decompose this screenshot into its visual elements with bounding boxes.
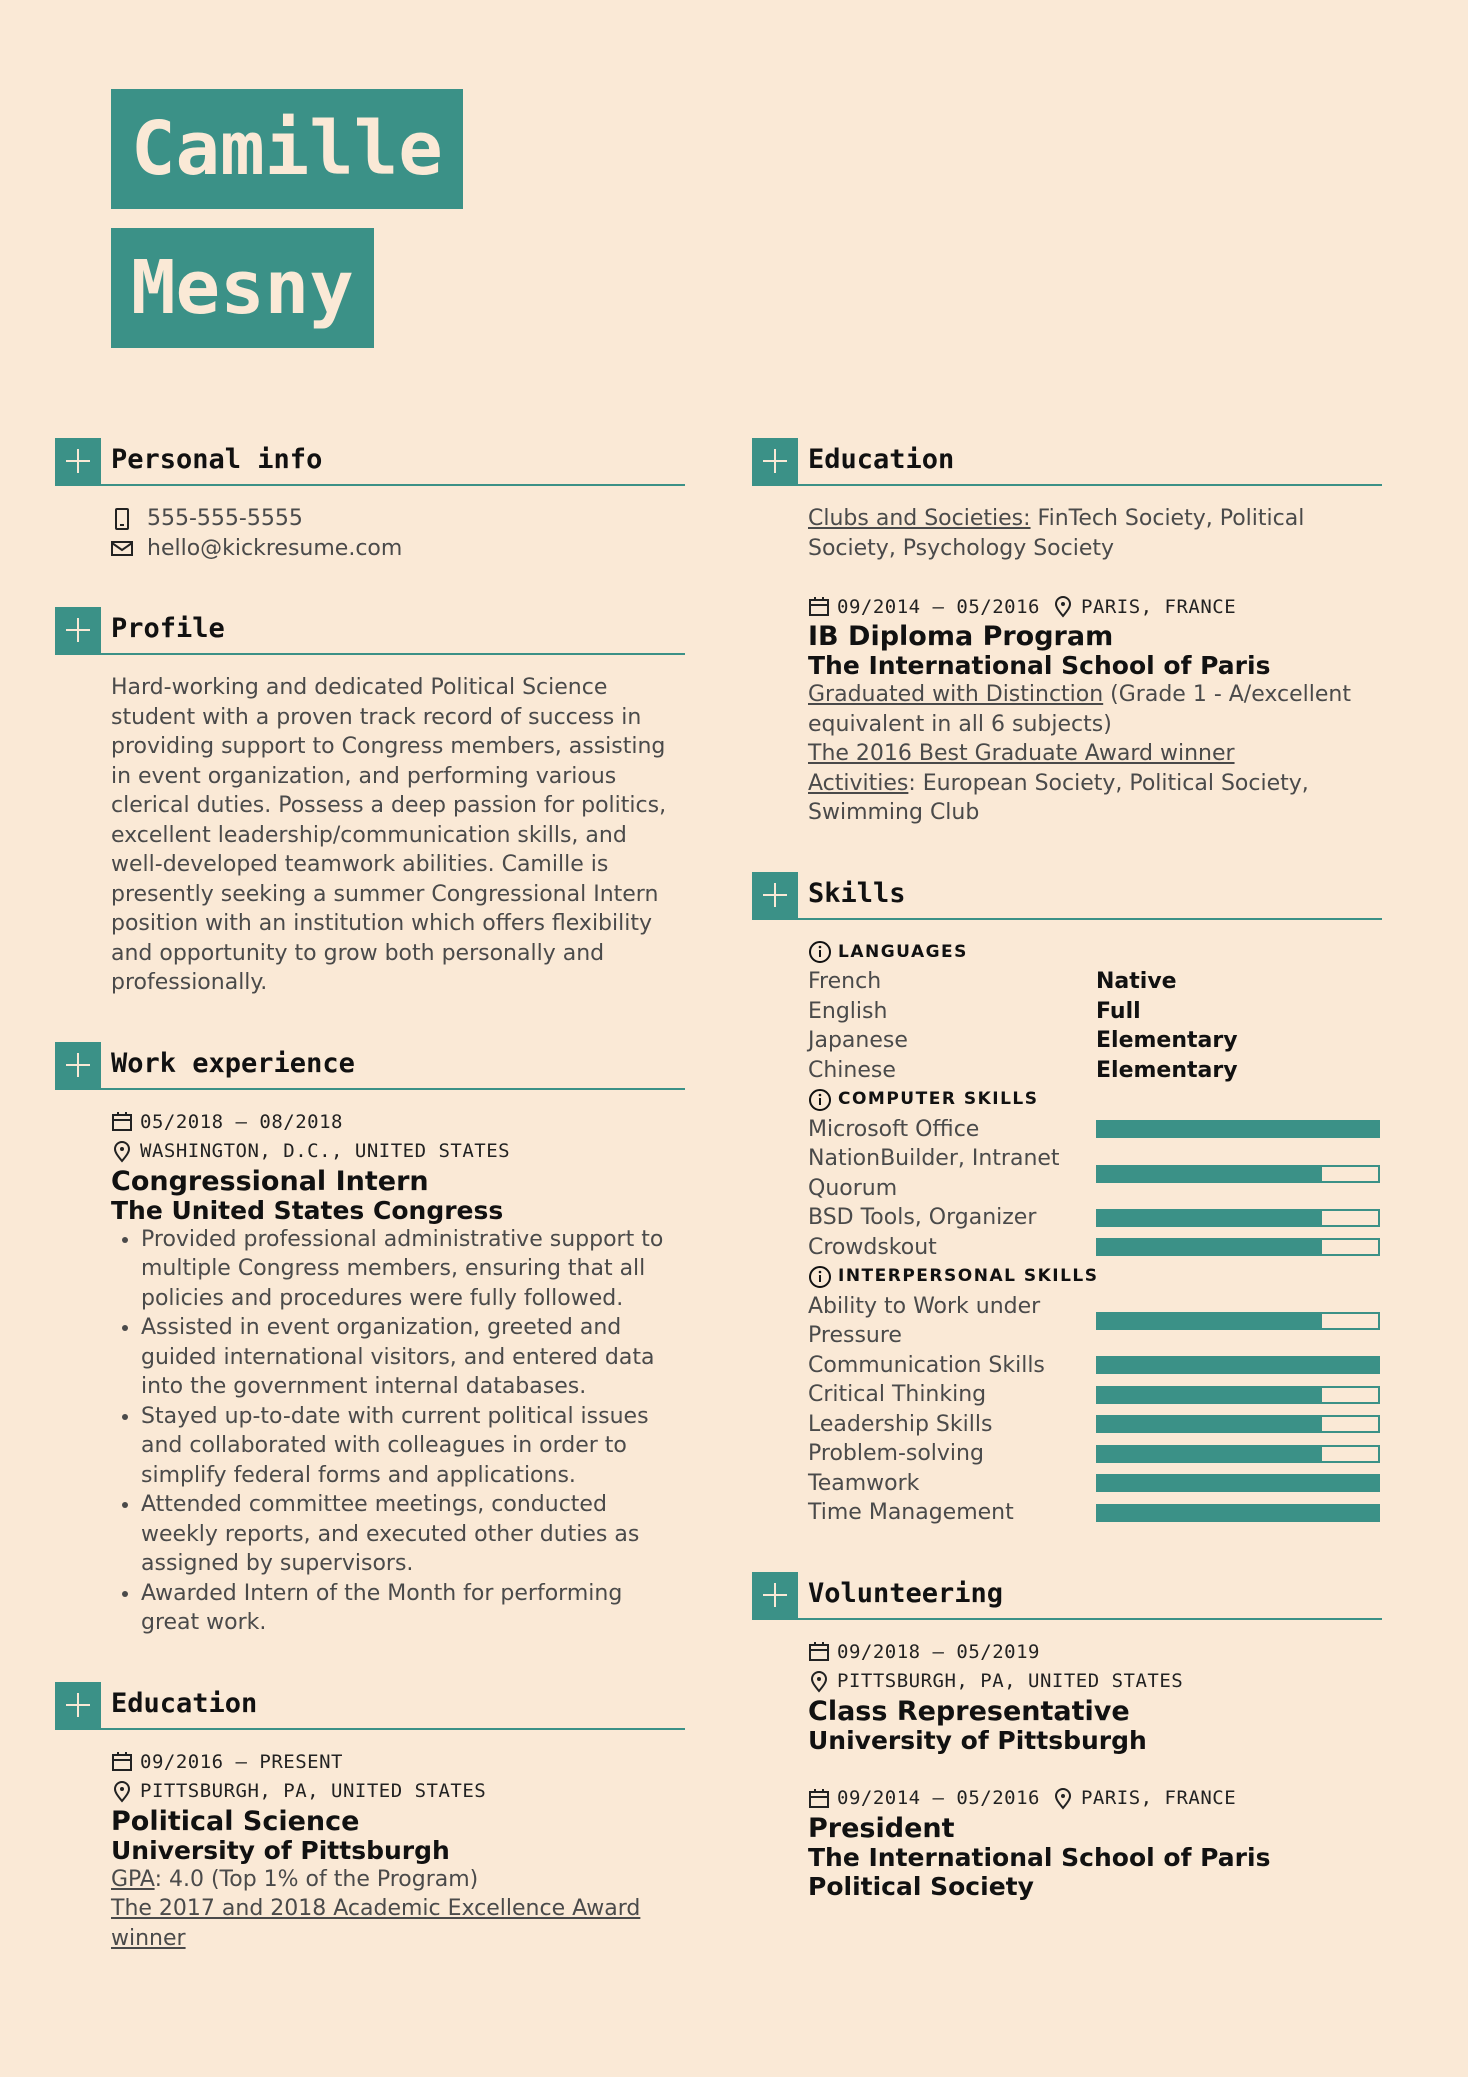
skill-level-fill — [1098, 1388, 1322, 1402]
section-title: Volunteering — [808, 1577, 1004, 1609]
activities-text: : European Society, Political Society, Swimming Club — [808, 770, 1309, 825]
phone-icon — [111, 507, 133, 531]
skill-name: Critical Thinking — [808, 1382, 987, 1407]
skill-row — [808, 1144, 1382, 1203]
computer-skills-heading: COMPUTER SKILLS — [808, 1085, 1382, 1115]
skill-level-bar — [1096, 1504, 1380, 1522]
skill-name: Ability to Work under Pressure — [808, 1293, 1041, 1348]
skill-name: Microsoft Office — [808, 1116, 980, 1142]
calendar-icon — [111, 1111, 133, 1133]
skill-row — [808, 1498, 1382, 1528]
section-title: Education — [808, 444, 955, 475]
skill-level-fill — [1098, 1211, 1322, 1225]
right-column — [752, 438, 1382, 1945]
language-row — [808, 967, 1382, 997]
skill-row — [808, 1115, 1382, 1145]
profile-section — [55, 607, 685, 998]
list-item: • Awarded Intern of the Month for performing great work. — [141, 1579, 685, 1638]
language-name: French — [808, 969, 882, 994]
volunteering-section — [752, 1572, 1382, 1901]
skill-name: Time Management — [808, 1500, 1014, 1525]
language-row — [808, 1056, 1382, 1086]
skill-row — [808, 1292, 1382, 1351]
interpersonal-skills-heading: INTERPERSONAL SKILLS — [808, 1262, 1382, 1292]
info-icon — [808, 940, 832, 964]
skill-level-bar — [1096, 1120, 1380, 1138]
skill-row — [808, 1351, 1382, 1381]
clubs-text: FinTech Society, Political Society, Psychology Society — [808, 506, 1305, 561]
plus-icon[interactable] — [55, 1682, 101, 1728]
mail-icon — [111, 536, 133, 560]
section-header — [55, 607, 685, 655]
skill-level-fill — [1098, 1167, 1322, 1181]
job-organization: The United States Congress — [111, 1195, 504, 1225]
languages-list — [808, 967, 1382, 1085]
volunteer-organization: University of Pittsburgh — [808, 1725, 1147, 1755]
section-title: Education — [111, 1687, 258, 1719]
last-name: Mesny — [111, 228, 374, 348]
volunteering-body — [752, 1638, 1382, 1901]
list-item: • Stayed up-to-date with current political issues and collaborated with colleagues in order to simplify federal forms and applications. — [141, 1402, 685, 1491]
volunteer-organization: The International School of Paris Political Society — [808, 1842, 1271, 1901]
section-header — [55, 1042, 685, 1090]
section-header — [55, 1682, 685, 1730]
location-pin-icon — [1052, 1788, 1074, 1810]
language-level: Full — [1096, 998, 1141, 1024]
education-dates: 09/2016 – PRESENT — [111, 1748, 685, 1778]
degree: IB Diploma Program — [808, 621, 1114, 652]
gpa-label: GPA — [111, 1866, 155, 1892]
plus-icon[interactable] — [752, 1572, 798, 1618]
language-level: Elementary — [1096, 1057, 1238, 1083]
section-header — [752, 1572, 1382, 1620]
activities-line — [808, 769, 1382, 828]
skill-level-bar — [1096, 1415, 1380, 1433]
skill-level-bar — [1096, 1312, 1380, 1330]
skill-level-fill — [1098, 1358, 1378, 1372]
skill-level-bar — [1096, 1356, 1380, 1374]
plus-icon[interactable] — [752, 872, 798, 918]
skill-level-fill — [1098, 1447, 1322, 1461]
location-pin-icon — [1052, 596, 1074, 618]
school: The International School of Paris — [808, 651, 1271, 680]
activities-label: Activities — [808, 770, 909, 796]
skill-level-bar — [1096, 1386, 1380, 1404]
location-pin-icon — [808, 1671, 830, 1693]
skills-section — [752, 872, 1382, 1528]
gpa-text: : 4.0 (Top 1% of the Program) — [154, 1866, 479, 1892]
skill-name: Teamwork — [808, 1470, 920, 1496]
language-level: Native — [1096, 969, 1177, 994]
languages-heading: LANGUAGES — [808, 938, 1382, 968]
skill-name: Crowdskout — [808, 1234, 937, 1260]
calendar-icon — [808, 596, 830, 618]
volunteer-dates: 09/2018 – 05/2019 — [808, 1638, 1382, 1668]
interpersonal-skills-list — [808, 1292, 1382, 1528]
job-bullets — [111, 1225, 685, 1638]
volunteer-role: Class Representative — [808, 1695, 1130, 1727]
volunteer-location: PARIS, FRANCE — [1080, 1787, 1237, 1809]
section-header — [55, 438, 685, 486]
work-experience-section — [55, 1042, 685, 1638]
skill-name: BSD Tools, Organizer — [808, 1205, 1037, 1230]
email-address[interactable]: hello@kickresume.com — [147, 535, 403, 561]
language-row — [808, 997, 1382, 1027]
clubs-line — [808, 504, 1382, 563]
education-dates: 09/2014 – 05/2016 PARIS, FRANCE — [808, 593, 1382, 623]
education-location: PITTSBURGH, PA, UNITED STATES — [111, 1777, 685, 1807]
section-title: Profile — [111, 613, 225, 644]
calendar-icon — [808, 1641, 830, 1663]
plus-icon[interactable] — [55, 607, 101, 653]
skill-name: NationBuilder, Intranet Quorum — [808, 1146, 1060, 1201]
award: The 2016 Best Graduate Award winner — [808, 741, 1235, 766]
plus-icon[interactable] — [752, 438, 798, 484]
job-dates: 05/2018 – 08/2018 — [111, 1108, 685, 1138]
computer-skills-list — [808, 1115, 1382, 1263]
language-name: Chinese — [808, 1057, 896, 1083]
volunteer-role: President — [808, 1812, 955, 1844]
skill-level-fill — [1098, 1240, 1322, 1254]
section-header — [752, 872, 1382, 920]
skill-name: Leadership Skills — [808, 1411, 993, 1437]
section-title: Personal info — [111, 444, 323, 475]
section-title: Skills — [808, 877, 906, 909]
skill-level-bar — [1096, 1474, 1380, 1492]
skill-row — [808, 1439, 1382, 1469]
info-icon — [808, 1088, 832, 1112]
volunteer-dates: 09/2014 – 05/2016 PARIS, FRANCE — [808, 1784, 1382, 1814]
skill-level-fill — [1098, 1122, 1378, 1136]
skill-row — [808, 1233, 1382, 1263]
graduation-line — [808, 680, 1382, 739]
skill-row — [808, 1380, 1382, 1410]
degree: Political Science — [111, 1805, 360, 1837]
personal-info-section — [55, 438, 685, 563]
clubs-label: Clubs and Societies: — [808, 506, 1031, 531]
skill-level-bar — [1096, 1165, 1380, 1183]
graduation-text: (Grade 1 - A/excellent equivalent in all 6 subjects) — [808, 682, 1351, 737]
list-item: • Attended committee meetings, conducted weekly reports, and executed other duties as assigned by supervisors. — [141, 1490, 685, 1579]
info-icon — [808, 1265, 832, 1289]
education-location: PARIS, FRANCE — [1080, 595, 1237, 618]
skill-level-fill — [1098, 1506, 1378, 1520]
skill-level-fill — [1098, 1314, 1322, 1328]
skill-name: Communication Skills — [808, 1352, 1045, 1378]
volunteer-location: PITTSBURGH, PA, UNITED STATES — [808, 1667, 1382, 1697]
award: The 2017 and 2018 Academic Excellence Award winner — [111, 1896, 641, 1951]
skill-level-bar — [1096, 1209, 1380, 1227]
location-pin-icon — [111, 1141, 133, 1163]
location-pin-icon — [111, 1781, 133, 1803]
graduation-label: Graduated with Distinction — [808, 682, 1104, 707]
school: University of Pittsburgh — [111, 1835, 450, 1865]
list-item: • Assisted in event organization, greeted and guided international visitors, and entered data into the government internal databases. — [141, 1313, 685, 1402]
plus-icon[interactable] — [55, 438, 101, 484]
skill-level-bar — [1096, 1445, 1380, 1463]
skill-level-fill — [1098, 1417, 1322, 1431]
skill-row — [808, 1203, 1382, 1233]
skill-level-bar — [1096, 1238, 1380, 1256]
education-entry — [55, 1748, 685, 1954]
calendar-icon — [808, 1788, 830, 1810]
plus-icon[interactable] — [55, 1042, 101, 1088]
gpa-line — [111, 1865, 685, 1895]
skill-name: Problem-solving — [808, 1441, 984, 1466]
education-section-right — [752, 438, 1382, 828]
email-row — [111, 534, 685, 564]
skills-body — [752, 938, 1382, 1528]
skill-row — [808, 1469, 1382, 1499]
section-header — [752, 438, 1382, 486]
phone-number: 555-555-5555 — [147, 506, 303, 531]
first-name: Camille — [111, 89, 463, 209]
job-position: Congressional Intern — [111, 1165, 429, 1197]
language-name: Japanese — [808, 1028, 908, 1053]
language-name: English — [808, 998, 888, 1024]
phone-row — [111, 504, 685, 534]
skill-level-fill — [1098, 1476, 1378, 1490]
calendar-icon — [111, 1751, 133, 1773]
education-entry — [752, 504, 1382, 828]
skill-row — [808, 1410, 1382, 1440]
job-entry — [55, 1108, 685, 1638]
language-row — [808, 1026, 1382, 1056]
list-item: • Provided professional administrative support to multiple Congress members, ensuring that all policies and procedures were fully followed. — [141, 1225, 685, 1314]
profile-text: Hard-working and dedicated Political Science student with a proven track record of success in providing support to Congress members, assisting in event organization, and performing various clerical duties. Possess a deep passion for politics, excellent leadership/communication skills, and well-developed teamwork abilities. Camille is presently seeking a summer Congressional Intern position with an institution which offers flexibility and opportunity to grow both personally and professionally. — [111, 675, 667, 995]
job-location: WASHINGTON, D.C., UNITED STATES — [111, 1137, 685, 1167]
language-level: Elementary — [1096, 1028, 1238, 1053]
left-column — [55, 438, 685, 1997]
section-title: Work experience — [111, 1047, 355, 1079]
education-section-left — [55, 1682, 685, 1954]
